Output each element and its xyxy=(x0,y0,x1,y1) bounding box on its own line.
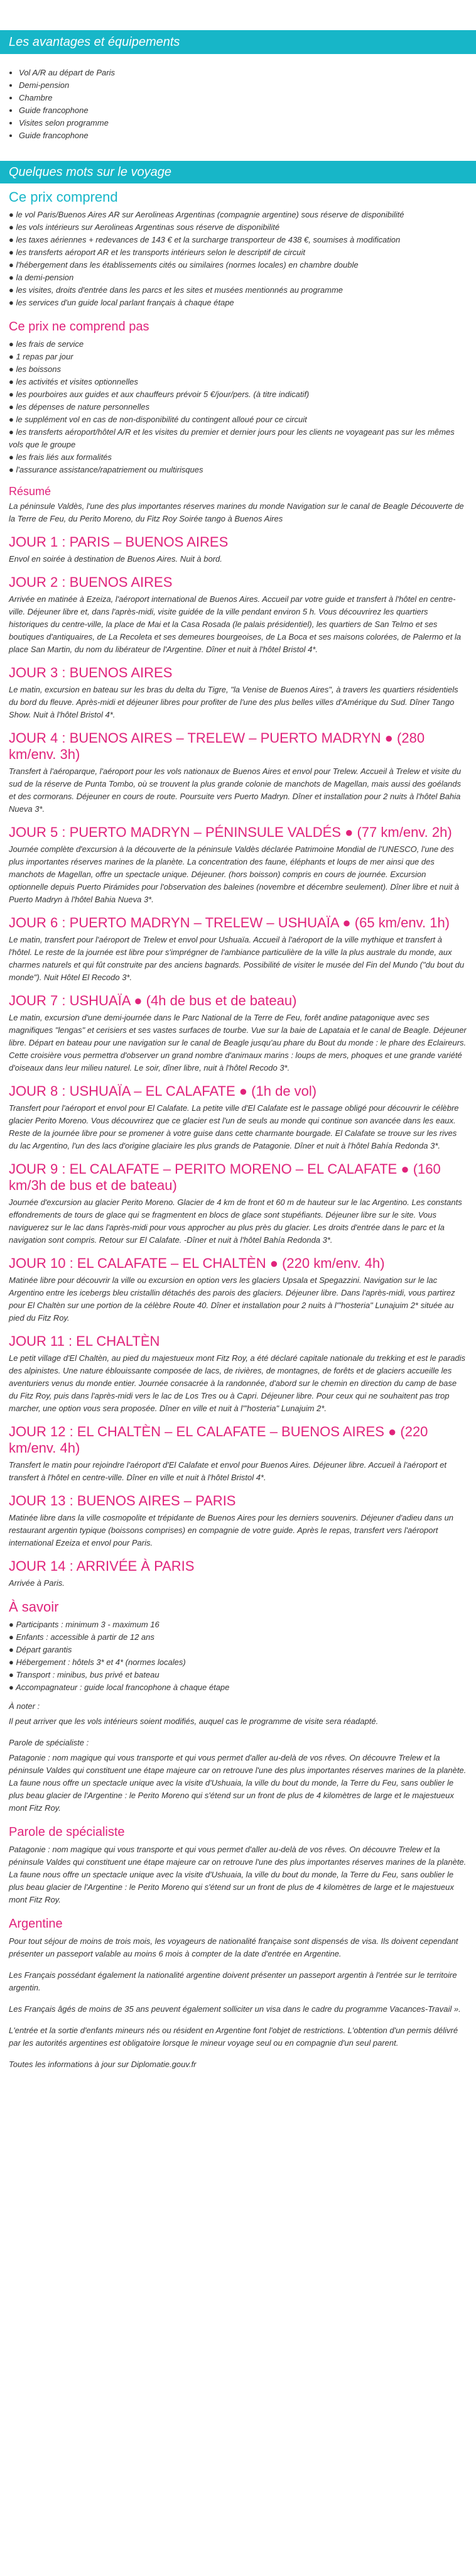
list-item: • Guide francophone xyxy=(19,129,476,142)
a-savoir-list xyxy=(9,1618,467,1694)
day-text: Journée complète d'excursion à la découverte de la péninsule Valdès déclarée Patrimoine Mondial de l'UNESCO, l'une des plus importantes réserves marines de la planète. La concentration des faune, éléphants et loups de mer ainsi que des manchots de Magellan, offre un spectacle unique. Déjeuner. (hors boisson) compris en cours de journée. Excursion optionnelle depuis Puerto Pirámides pour l'observation des baleines (novembre et décembre seulement). Dîner libre et nuit à Puerto Madryn à l'hôtel Bahia Nueva 3*. xyxy=(9,844,460,904)
day-text: Transfert le matin pour rejoindre l'aéroport d'El Calafate et envol pour Buenos Aires. Déjeuner libre. Accueil à l'aéroport et transfert à l'hôtel en centre-ville. Dîner en ville et nuit à l'hôtel Bristol 4*. xyxy=(9,1460,447,1482)
day-title: JOUR 5 : PUERTO MADRYN – PÉNINSULE VALDÉS ● (77 km/env. 2h) xyxy=(9,824,452,840)
parole-title: Parole de spécialiste xyxy=(9,1825,125,1839)
list-item: ● l'hébergement dans les établissements cités ou similaires (normes locales) en chambre double xyxy=(9,260,359,270)
list-item: ● les services d'un guide local parlant français à chaque étape xyxy=(9,298,234,307)
specialiste-text: Patagonie : nom magique qui vous transporte et qui vous permet d'aller au-delà de vos rêves. On découvre Trelew et la péninsule Valdes qui constituent une étape majeure car on retrouve l'une des plus importantes réserves marines de la planète. La faune nous offre un spectacle unique avec la visite d'Ushuaia, la ville du bout du monde, la Terre du Feu, sans oublier le plus beau glacier de l'Argentine : le Perito Moreno qui s'étend sur un front de plus de 4 kilomètres de large et le majestueux mont Fitz Roy. xyxy=(9,1753,467,1813)
argentine-p1: Pour tout séjour de moins de trois mois, les voyageurs de nationalité française sont dispensés de visa. Ils doivent cependant présenter un passeport valable au moins 6 mois à compter de la date d'entrée en Argentine. xyxy=(9,1936,458,1958)
avantages-banner xyxy=(0,30,476,54)
note-label: À noter : xyxy=(9,1701,40,1711)
list-item: ● 1 repas par jour xyxy=(9,352,73,361)
list-item: ● le vol Paris/Buenos Aires AR sur Aerolineas Argentinas (compagnie argentine) sous réserve de disponibilité xyxy=(9,210,404,219)
day-title: JOUR 6 : PUERTO MADRYN – TRELEW – USHUAÏA ● (65 km/env. 1h) xyxy=(9,915,450,931)
list-item: ● Participants : minimum 3 - maximum 16 xyxy=(9,1620,160,1629)
avantages-title: Les avantages et équipements xyxy=(9,35,180,49)
prix-ne-comprend-list xyxy=(9,338,467,476)
list-item: ● Accompagnateur : guide local francophone à chaque étape xyxy=(9,1683,230,1692)
day-title: JOUR 13 : BUENOS AIRES – PARIS xyxy=(9,1493,236,1509)
quelques-mots-title: Quelques mots sur le voyage xyxy=(9,165,172,179)
quelques-mots-banner xyxy=(0,161,476,183)
argentine-title: Argentine xyxy=(9,1917,63,1931)
argentine-p3: Les Français âgés de moins de 35 ans peuvent également solliciter un visa dans le cadre du programme Vacances-Travail ». xyxy=(9,2004,461,2014)
day-text: Envol en soirée à destination de Buenos Aires. Nuit à bord. xyxy=(9,554,222,564)
list-item: ● les visites, droits d'entrée dans les parcs et les sites et musées mentionnés au programme xyxy=(9,285,343,295)
resume-text: La péninsule Valdès, l'une des plus importantes réserves marines du monde Navigation sur le canal de Beagle Découverte de la Terre de Feu, du Perito Moreno, du Fitz Roy Soirée tango à Buenos Aires xyxy=(9,501,464,523)
list-item: ● l'assurance assistance/rapatriement ou multirisques xyxy=(9,465,203,474)
list-item: • Demi-pension xyxy=(19,79,476,92)
day-text: Transfert à l'aéroparque, l'aéroport pour les vols nationaux de Buenos Aires et envol pour Trelew. Accueil à Trelew et visite du sud de la réserve de Punta Tombo, où se trouvent la plus grande colonie de manchots de Magellan, mais aussi des goélands et des cormorans. Déjeuner en cours de route. Poursuite vers Puerto Madryn. Dîner et installation pour 2 nuits à l'hôtel Bahia Nueva 3*. xyxy=(9,767,462,814)
list-item: ● Départ garantis xyxy=(9,1645,72,1654)
prix-comprend-list xyxy=(9,209,467,309)
day-title: JOUR 2 : BUENOS AIRES xyxy=(9,574,173,590)
day-text: Le matin, excursion en bateau sur les bras du delta du Tigre, "la Venise de Buenos Aires", à travers les quartiers résidentiels du bord du fleuve. Après-midi et déjeuner libres pour profiter de l'une des plus belles villes d'Amérique du Sud. Dîner Tango Show. Nuit à l'hôtel Bristol 4*. xyxy=(9,685,458,719)
prix-ne-comprend-title: Ce prix ne comprend pas xyxy=(9,320,149,334)
list-item: • Visites selon programme xyxy=(19,117,476,129)
resume-title: Résumé xyxy=(9,485,51,498)
parole-text: Patagonie : nom magique qui vous transporte et qui vous permet d'aller au-delà de vos rêves. On découvre Trelew et la péninsule Valdes qui constituent une étape majeure car on retrouve l'une des plus importantes réserves marines de la planète. La faune nous offre un spectacle unique avec la visite d'Ushuaia, la ville du bout du monde, la Terre du Feu, sans oublier le plus beau glacier de l'Argentine : le Perito Moreno qui s'étend sur un front de plus de 4 kilomètres de large et le majestueux mont Fitz Roy. xyxy=(9,1845,467,1904)
prix-comprend-title: Ce prix comprend xyxy=(9,189,118,205)
day-text: Matinée libre dans la ville cosmopolite et trépidante de Buenos Aires pour les derniers souvenirs. Déjeuner d'adieu dans un restaurant argentin typique (boissons comprises) en compagnie de votre guide. Après le repas, transfert vers l'aéroport international Ezeiza et envol pour Paris. xyxy=(9,1513,454,1547)
day-text: Transfert pour l'aéroport et envol pour El Calafate. La petite ville d'El Calafate est le passage obligé pour découvrir le célèbre glacier Perito Moreno. Vous découvrirez que ce glacier est l'un de seuls au monde qui continue son avancée dans les eaux. Reste de la journée libre pour se promener à votre guise dans cette charmante bourgade. El Calafate se trouve sur les rives du lac Argentino, l'un des lacs d'origine glaciaire les plus grands de Patagonie. Dîner et nuit à l'hôtel Bahía Redonda 3*. xyxy=(9,1103,459,1150)
list-item: ● les pourboires aux guides et aux chauffeurs prévoir 5 €/jour/pers. (à titre indicatif) xyxy=(9,390,310,399)
list-item: ● les boissons xyxy=(9,364,62,374)
list-item: ● le supplément vol en cas de non-disponibilité du contingent alloué pour ce circuit xyxy=(9,415,307,424)
list-item: ● les transferts aéroport/hôtel A/R et les visites du premier et dernier jours pour les clients ne voyageant pas sur les mêmes vols que le groupe xyxy=(9,427,455,449)
argentine-p4: L'entrée et la sortie d'enfants mineurs nés ou résident en Argentine font l'objet de restrictions. L'obtention d'un permis délivré par les autorités argentines est obligatoire lorsque le mineur voyage seul ou en compagnie d'un seul parent. xyxy=(9,2026,458,2048)
list-item: • Chambre xyxy=(19,92,476,104)
day-title: JOUR 4 : BUENOS AIRES – TRELEW – PUERTO MADRYN ● (280 km/env. 3h) xyxy=(9,730,425,762)
argentine-p2: Les Français possédant également la nationalité argentine doivent présenter un passeport argentin à l'entrée sur le territoire argentin. xyxy=(9,1970,457,1992)
list-item: ● les activités et visites optionnelles xyxy=(9,377,138,386)
day-text: Arrivée en matinée à Ezeiza, l'aéroport international de Buenos Aires. Accueil par votre guide et transfert à l'hôtel en centre-ville. Déjeuner libre et, dans l'après-midi, visite guidée de la ville pendant environ 5 h. Vous découvrirez les quartiers historiques du centre-ville, la place de Mai et la Casa Rosada (le palais présidentiel), les quartiers de San Telmo et ses boutiques d'antiquaires, de La Recoleta et ses demeures bourgeoises, de La Boca et ses maisons colorées, de Palermo et la place San Martin, du nom du libérateur de l'Argentine. Dîner et nuit à l'hôtel Bristol 4*. xyxy=(9,594,462,654)
day-title: JOUR 14 : ARRIVÉE À PARIS xyxy=(9,1558,195,1574)
list-item: ● les dépenses de nature personnelles xyxy=(9,402,149,412)
list-item: ● Hébergement : hôtels 3* et 4* (normes locales) xyxy=(9,1657,186,1667)
list-item: ● les taxes aériennes + redevances de 143 € et la surcharge transporteur de 438 €, soumises à modification xyxy=(9,235,401,244)
specialiste-label: Parole de spécialiste : xyxy=(9,1738,89,1747)
day-text: Le matin, transfert pour l'aéroport de Trelew et envol pour Ushuaïa. Accueil à l'aéroport de la ville mythique et transfert à l'hôtel. Le reste de la journée est libre pour s'imprégner de l'ambiance particulière de la ville la plus australe du monde, aux charmes naturels et qui fût construite par des anciens bagnards. Possibilité de visiter le musée del Fin del Mundo ("du bout du monde"). Nuit Hôtel El Recodo 3*. xyxy=(9,935,465,982)
day-title: JOUR 1 : PARIS – BUENOS AIRES xyxy=(9,534,229,550)
list-item: ● la demi-pension xyxy=(9,273,74,282)
argentine-footer: Toutes les informations à jour sur Diplomatie.gouv.fr xyxy=(9,2060,197,2069)
day-text: Arrivée à Paris. xyxy=(9,1578,65,1588)
list-item: ● Enfants : accessible à partir de 12 ans xyxy=(9,1632,154,1642)
a-savoir-title: À savoir xyxy=(9,1599,59,1615)
avantages-list xyxy=(9,67,476,142)
list-item: ● Transport : minibus, bus privé et bateau xyxy=(9,1670,160,1679)
day-text: Matinée libre pour découvrir la ville ou excursion en option vers les glaciers Upsala et Spegazzini. Navigation sur le lac Argentino entre les icebergs bleu cristallin détachés des parois des glaciers. Déjeuner libre. Dans l'après-midi, vous partirez pour El Chaltèn sur une portion de la célèbre Route 40. Dîner et installation pour 2 nuits à l'"hosteria" Lunajuim 2* située au pied du Fitz Roy. xyxy=(9,1275,455,1323)
list-item: ● les transferts aéroport AR et les transports intérieurs selon le descriptif de circuit xyxy=(9,248,305,257)
day-title: JOUR 9 : EL CALAFATE – PERITO MORENO – EL CALAFATE ● (160 km/3h de bus et de bateau) xyxy=(9,1161,441,1193)
list-item: ● les frais de service xyxy=(9,339,84,349)
list-item: ● les vols intérieurs sur Aerolineas Argentinas sous réserve de disponibilité xyxy=(9,222,280,232)
day-title: JOUR 7 : USHUAÏA ● (4h de bus et de bateau) xyxy=(9,993,297,1008)
list-item: • Guide francophone xyxy=(19,104,476,117)
list-item: ● les frais liés aux formalités xyxy=(9,452,112,462)
day-text: Journée d'excursion au glacier Perito Moreno. Glacier de 4 km de front et 60 m de hauteur sur le lac Argentino. Les constants effondrements de tours de glace qui se fragmentent en blocs de glace sont stupéfiants. Déjeuner libre sur le site. Vous naviguerez sur le lac dans l'après-midi pour vous approcher au plus près du glacier. Les droits d'entrée dans le parc et la navigation sont compris. Retour sur El Calafate. -Dîner et nuit à l'hôtel Bahía Redonda 3*. xyxy=(9,1198,462,1245)
day-title: JOUR 12 : EL CHALTÈN – EL CALAFATE – BUENOS AIRES ● (220 km/env. 4h) xyxy=(9,1424,428,1456)
day-title: JOUR 11 : EL CHALTÈN xyxy=(9,1333,160,1349)
day-title: JOUR 8 : USHUAÏA – EL CALAFATE ● (1h de vol) xyxy=(9,1083,317,1099)
trip-content xyxy=(0,191,476,2071)
day-title: JOUR 3 : BUENOS AIRES xyxy=(9,665,173,680)
list-item: • Vol A/R au départ de Paris xyxy=(19,67,476,79)
day-text: Le petit village d'El Chaltèn, au pied du majestueux mont Fitz Roy, a été déclaré capitale nationale du trekking et est le paradis des alpinistes. Une nature éblouissante composée de lacs, de rivières, de montagnes, de forêts et de glaciers accueille les aventuriers venus du monde entier. Journée consacrée à la randonnée, d'abord sur le chemin en direction du camp de base du Fitz Roy, puis dans l'après-midi vers le lac de Los Tres ou à Capri. Déjeuner libre. Pour ceux qui ne souhaitent pas trop marcher, une option vous sera proposée. Dîner en ville et nuit à l'"hosteria" Lunajuim 2*. xyxy=(9,1353,466,1413)
day-text: Le matin, excursion d'une demi-journée dans le Parc National de la Terre de Feu, forêt andine patagonique avec ses magnifiques "lengas" et cerisiers et ses vastes surfaces de tourbe. Vue sur la baie de Lapataia et le canal de Beagle. Déjeuner libre. Départ en bateau pour une navigation sur le canal de Beagle jusqu'au phare du Bout du monde : le phare des Eclaireurs. Cette croisière vous permettra d'observer un grand nombre d'animaux marins : loups de mers, phoques et une grande variété d'oiseaux dans leur milieu naturel. Le soir, dîner libre, nuit à l'hôtel Recodo 3*. xyxy=(9,1013,467,1072)
note-text: Il peut arriver que les vols intérieurs soient modifiés, auquel cas le programme de visite sera réadapté. xyxy=(9,1716,379,1726)
day-title: JOUR 10 : EL CALAFATE – EL CHALTÈN ● (220 km/env. 4h) xyxy=(9,1255,385,1271)
